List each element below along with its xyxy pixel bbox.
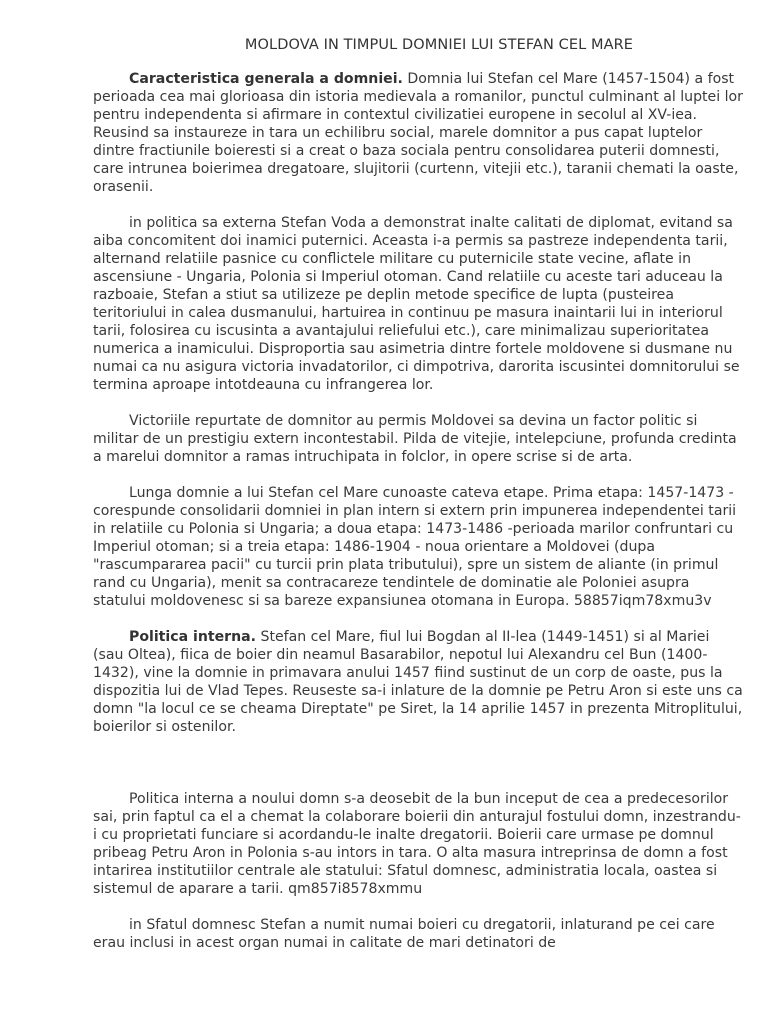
paragraph-stages xyxy=(93,484,743,610)
paragraph-text: Politica interna a noului domn s-a deosebit de la bun inceput de cea a predecesorilor sai, prin faptul ca el a chemat la colaborare boierii din anturajul fostului domn, inzestrandu-i cu proprietati funciare si acordandu-le inalte dregatorii. Boierii care urmase pe domnul pribeag Petru Aron in Polonia s-au intors in tara. O alta masura intreprinsa de domn a fost intarirea institutiilor centrale ale statului: Sfatul domnesc, administratia locala, oastea si sistemul de aparare a tarii. qm857i8578xmmu xyxy=(93,791,741,897)
paragraph-text: in politica sa externa Stefan Voda a demonstrat inalte calitati de diplomat, evitand sa aiba concomitent doi inamici puternici. Aceasta i-a permis sa pastreze independenta tarii, alternand relatiile pasnice cu conflictele militare cu puternicile state vecine, aflate in ascensiune - Ungaria, Polonia si Imperiul otoman. Cand relatiile cu aceste tari aduceau la razboaie, Stefan a stiut sa utilizeze pe deplin metode specifice de lupta (pusteirea teritoriului in calea dusmanului, hartuirea in continuu pe masura inaintarii lui in interiorul tarii, folosirea cu iscusinta a avantajului reliefului etc.), care minimalizau superioritatea numerica a inamicului. Disproportia sau asimetria dintre fortele moldovene si dusmane nu numai ca nu asigura victoria invadatorilor, ci dimpotriva, darorita iscusintei domnitorului se termina aproape intotdeauna cu infrangerea lor. xyxy=(93,215,740,393)
paragraph-foreign-policy xyxy=(93,214,743,394)
paragraph-text: Stefan cel Mare, fiul lui Bogdan al II-lea (1449-1451) si al Mariei (sau Oltea), fiica de boier din neamul Basarabilor, nepotul lui Alexandru cel Bun (1400-1432), vine la domnie in primavara anului 1457 fiind sustinut de un corp de oaste, pus la dispozitia lui de Vlad Tepes. Reuseste sa-i inlature de la domnie pe Petru Aron si este uns ca domn "la locul ce se cheama Direptate" pe Siret, la 14 aprilie 1457 in prezenta Mitroplitului, boierilor si ostenilor. xyxy=(93,629,743,735)
paragraph-lead: Caracteristica generala a domniei. xyxy=(129,71,403,87)
paragraph-text: Lunga domnie a lui Stefan cel Mare cunoaste cateva etape. Prima etapa: 1457-1473 - corespunde consolidarii domniei in plan intern si extern prin impunerea independentei tarii in relatiile cu Polonia si Ungaria; a doua etapa: 1473-1486 -perioada marilor confruntari cu Imperiul otoman; si a treia etapa: 1486-1904 - noua orientare a Moldovei (dupa "rascumpararea pacii" cu turcii prin plata tributului), spre un sistem de aliante (in primul rand cu Ungaria), menit sa contracareze tendintele de dominatie ale Poloniei asupra statului moldovenesc si sa bareze expansiunea otomana in Europa. 58857iqm78xmu3v xyxy=(93,485,737,609)
paragraph-general-characteristic xyxy=(93,70,743,196)
paragraph-text: in Sfatul domnesc Stefan a numit numai boieri cu dregatorii, inlaturand pe cei care erau inclusi in acest organ numai in calitate de mari detinatori de xyxy=(93,917,715,951)
paragraph-spacer xyxy=(93,610,743,628)
paragraph-spacer xyxy=(93,196,743,214)
document-page xyxy=(93,36,743,952)
paragraph-text: Victoriile repurtate de domnitor au permis Moldovei sa devina un factor politic si militar de un prestigiu extern incontestabil. Pilda de vitejie, intelepciune, profunda credinta a marelui domnitor a ramas intruchipata in folclor, in opere scrise si de arta. xyxy=(93,413,737,465)
paragraph-lead: Politica interna. xyxy=(129,629,257,645)
paragraph-internal-policy xyxy=(93,628,743,736)
paragraph-text: Domnia lui Stefan cel Mare (1457-1504) a fost perioada cea mai glorioasa din istoria medievala a romanilor, punctul culminant al luptei lor pentru independenta si afirmare in contextul civilizatiei europene in secolul al XV-iea. Reusind sa instaureze in tara un echilibru social, marele domnitor a pus capat luptelor dintre fractiunile boieresti si a creat o baza sociala pentru consolidarea puterii domnesti, care intrunea boierimea dregatoare, slujitorii (curtenn, vitejii etc.), taranii chemati la oaste, orasenii. xyxy=(93,71,743,195)
paragraph-spacer xyxy=(93,466,743,484)
paragraph-spacer xyxy=(93,394,743,412)
paragraph-royal-council xyxy=(93,916,743,952)
paragraph-new-ruler-policy xyxy=(93,790,743,898)
paragraph-victories xyxy=(93,412,743,466)
document-title: MOLDOVA IN TIMPUL DOMNIEI LUI STEFAN CEL MARE xyxy=(244,37,634,53)
paragraph-spacer xyxy=(93,898,743,916)
paragraph-spacer xyxy=(93,736,743,790)
